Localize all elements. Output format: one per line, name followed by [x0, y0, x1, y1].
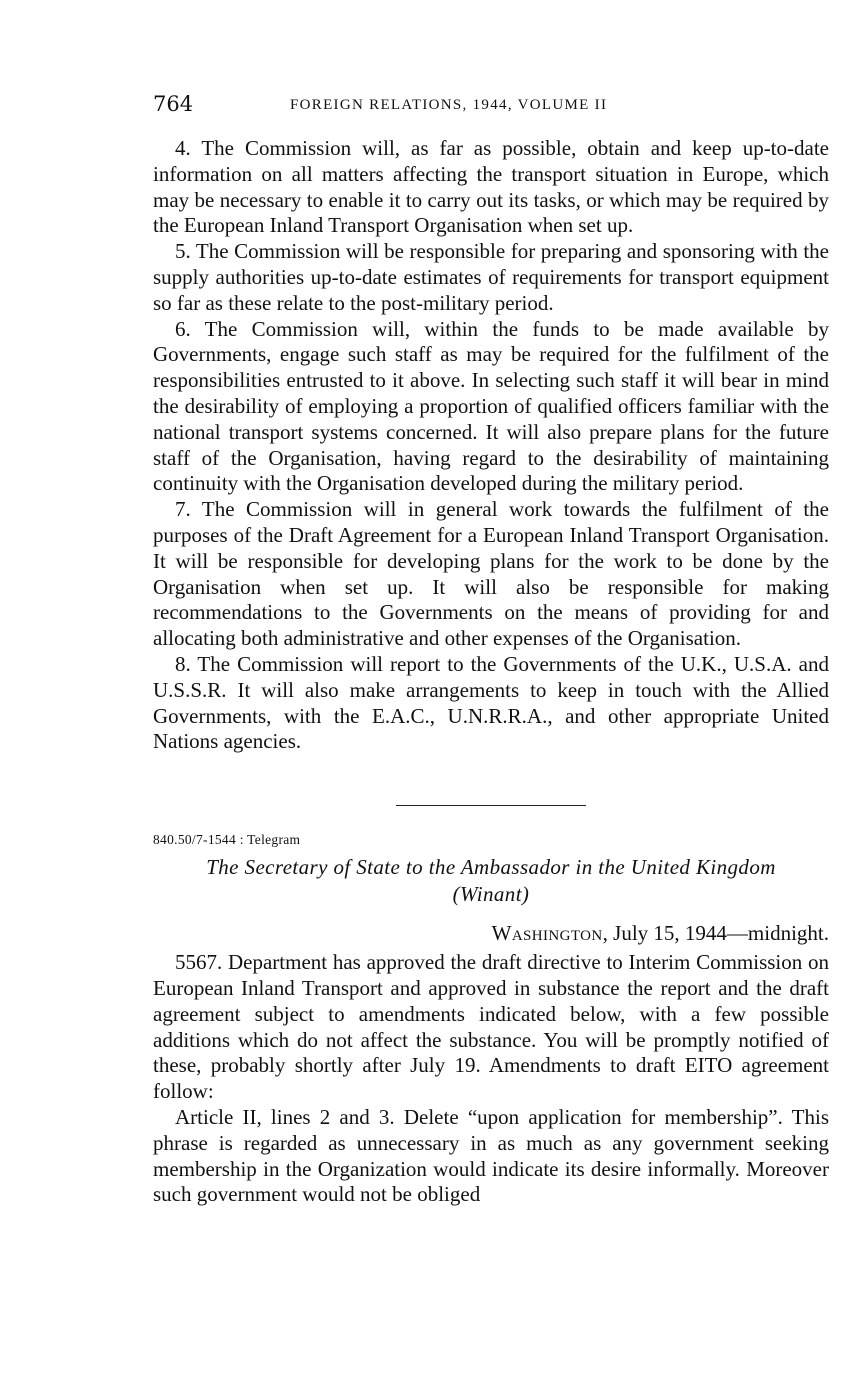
document-title-line-1: The Secretary of State to the Ambassador in the United Kingdom: [206, 855, 776, 880]
paragraph-7: 7. The Commission will in general work towards the fulfilment of the purposes of the Draft Agreement for a European Inland Transport Organisation. It will be responsible for developing plans for the work to be done by the Organisation when set up. It will also be responsible for making recommendations to the Governments on the means of providing for and allocating both administrative and other expenses of the Organisation.: [153, 497, 829, 651]
page-number: 764: [153, 92, 194, 116]
document-title-line-2: (Winant): [452, 882, 530, 907]
document-page: [153, 92, 829, 1208]
paragraph-6: 6. The Commission will, within the funds to be made available by Governments, engage such staff as may be required for the fulfilment of the responsibilities entrusted to it above. In selecting such staff it will bear in mind the desirability of employing a proportion of qualified officers familiar with the national transport systems concerned. It will also prepare plans for the future staff of the Organisation, having regard to the desirability of maintaining continuity with the Organisation developed during the military period.: [153, 316, 829, 496]
paragraph-5: 5. The Commission will be responsible for preparing and sponsoring with the supply authorities up-to-date estimates of requirements for transport equipment so far as these relate to the post-military period.: [153, 239, 829, 315]
running-title: FOREIGN RELATIONS, 1944, VOLUME II: [290, 97, 608, 113]
document-title: [153, 854, 829, 908]
dateline: [153, 920, 829, 946]
dateline-place: Washington: [491, 921, 603, 946]
section-divider: [396, 805, 586, 806]
telegram-body: [153, 950, 829, 1208]
paragraph-8: 8. The Commission will report to the Governments of the U.K., U.S.A. and U.S.S.R. It will also make arrangements to keep in touch with the Allied Governments, with the E.A.C., U.N.R.R.A., and other appropriate United Nations agencies.: [153, 651, 829, 754]
file-reference: 840.50/7-1544 : Telegram: [153, 832, 301, 848]
telegram-paragraph-article-ii: Article II, lines 2 and 3. Delete “upon application for membership”. This phrase is regarded as unnecessary in as much as any government seeking membership in the Organization would indicate its desire informally. Moreover such government would not be obliged: [153, 1104, 829, 1207]
running-header: [153, 92, 829, 122]
paragraph-4: 4. The Commission will, as far as possible, obtain and keep up-to-date information on all matters affecting the transport situation in Europe, which may be necessary to enable it to carry out its tasks, or which may be required by the European Inland Transport Organisation when set up.: [153, 136, 829, 238]
telegram-paragraph-5567: 5567. Department has approved the draft directive to Interim Commission on European Inland Transport and approved in substance the report and the draft agreement subject to amendments indicated below, with a few possible additions which do not affect the substance. You will be promptly notified of these, probably shortly after July 19. Amendments to draft EITO agreement follow:: [153, 950, 829, 1104]
directive-paragraphs: [153, 136, 829, 755]
dateline-date: , July 15, 1944—midnight.: [602, 921, 829, 946]
